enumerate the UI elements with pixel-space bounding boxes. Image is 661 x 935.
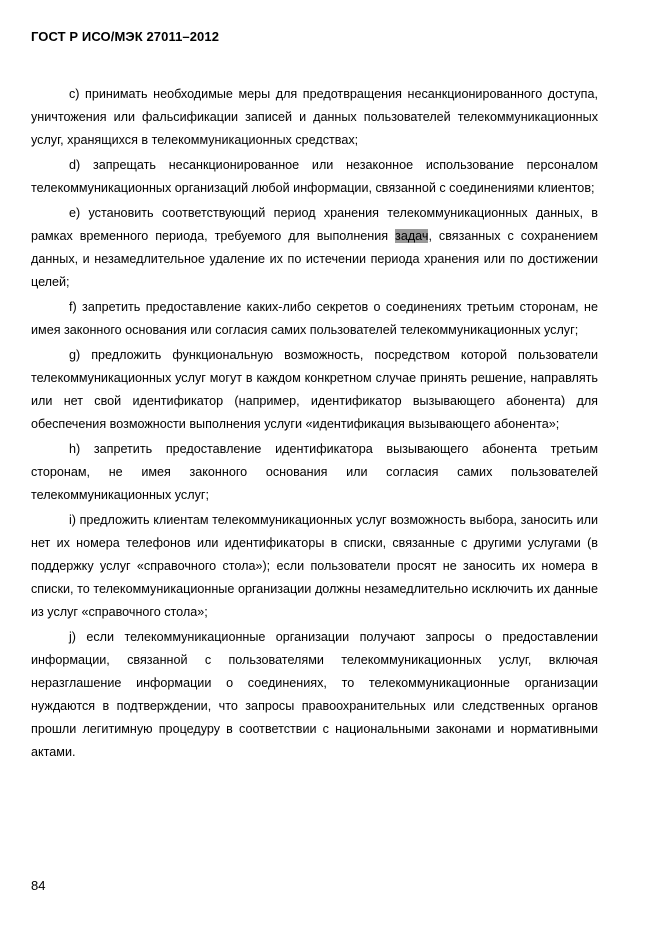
document-header: ГОСТ Р ИСО/МЭК 27011–2012 bbox=[31, 29, 220, 44]
page-number: 84 bbox=[31, 878, 46, 893]
paragraph-f: f) запретить предоставление каких-либо секретов о соединениях третьим сторонам, не имея законного основания или согласия самих пользователей телекоммуникационных услуг; bbox=[31, 300, 598, 337]
highlighted-word: задач bbox=[395, 229, 429, 243]
paragraph-h: h) запретить предоставление идентификатора вызывающего абонента третьим сторонам, не имея законного основания или согласия самих пользователей телекоммуникационных услуг; bbox=[31, 442, 598, 502]
paragraph-j: j) если телекоммуникационные организации получают запросы о предоставлении информации, связанной с пользователями телекоммуникационных услуг, включая неразглашение информации о соединениях, то телекоммуникационные организации нуждаются в подтверждении, что запросы правоохранительных или следственных органов прошли легитимную процедуру в соответствии с национальными законами и нормативными актами. bbox=[31, 630, 598, 759]
paragraph-d: d) запрещать несанкционированное или незаконное использование персоналом телекоммуникационных организаций любой информации, связанной с соединениями клиентов; bbox=[31, 158, 598, 195]
paragraph-e-start: e) установить соответствующий период хранения телекоммуникационных данных, в рамках временного периода, требуемого для выполнения bbox=[31, 206, 598, 243]
paragraph-c: c) принимать необходимые меры для предотвращения несанкционированного доступа, уничтожения или фальсификации записей и данных пользователей телекоммуникационных услуг, хранящихся в телекоммуникационных средствах; bbox=[31, 87, 598, 147]
paragraph-e bbox=[31, 202, 598, 294]
document-body bbox=[31, 83, 598, 766]
paragraph-e-end: , связанных с сохранением данных, и незамедлительное удаление их по истечении периода хранения или по достижении целей; bbox=[31, 229, 598, 289]
paragraph-i: i) предложить клиентам телекоммуникационных услуг возможность выбора, заносить или нет их номера телефонов или идентификаторы в списки, связанные с другими услугами (в поддержку услуг «справочного стола»); если пользователи просят не заносить их номера в списки, то телекоммуникационные организации должны незамедлительно исключить их данные из услуг «справочного стола»; bbox=[31, 513, 598, 619]
paragraph-g: g) предложить функциональную возможность, посредством которой пользователи телекоммуникационных услуг могут в каждом конкретном случае принять решение, направлять или нет свой идентификатор (например, идентификатор вызывающего абонента) для обеспечения возможности выполнения услуги «идентификация вызывающего абонента»; bbox=[31, 348, 598, 431]
